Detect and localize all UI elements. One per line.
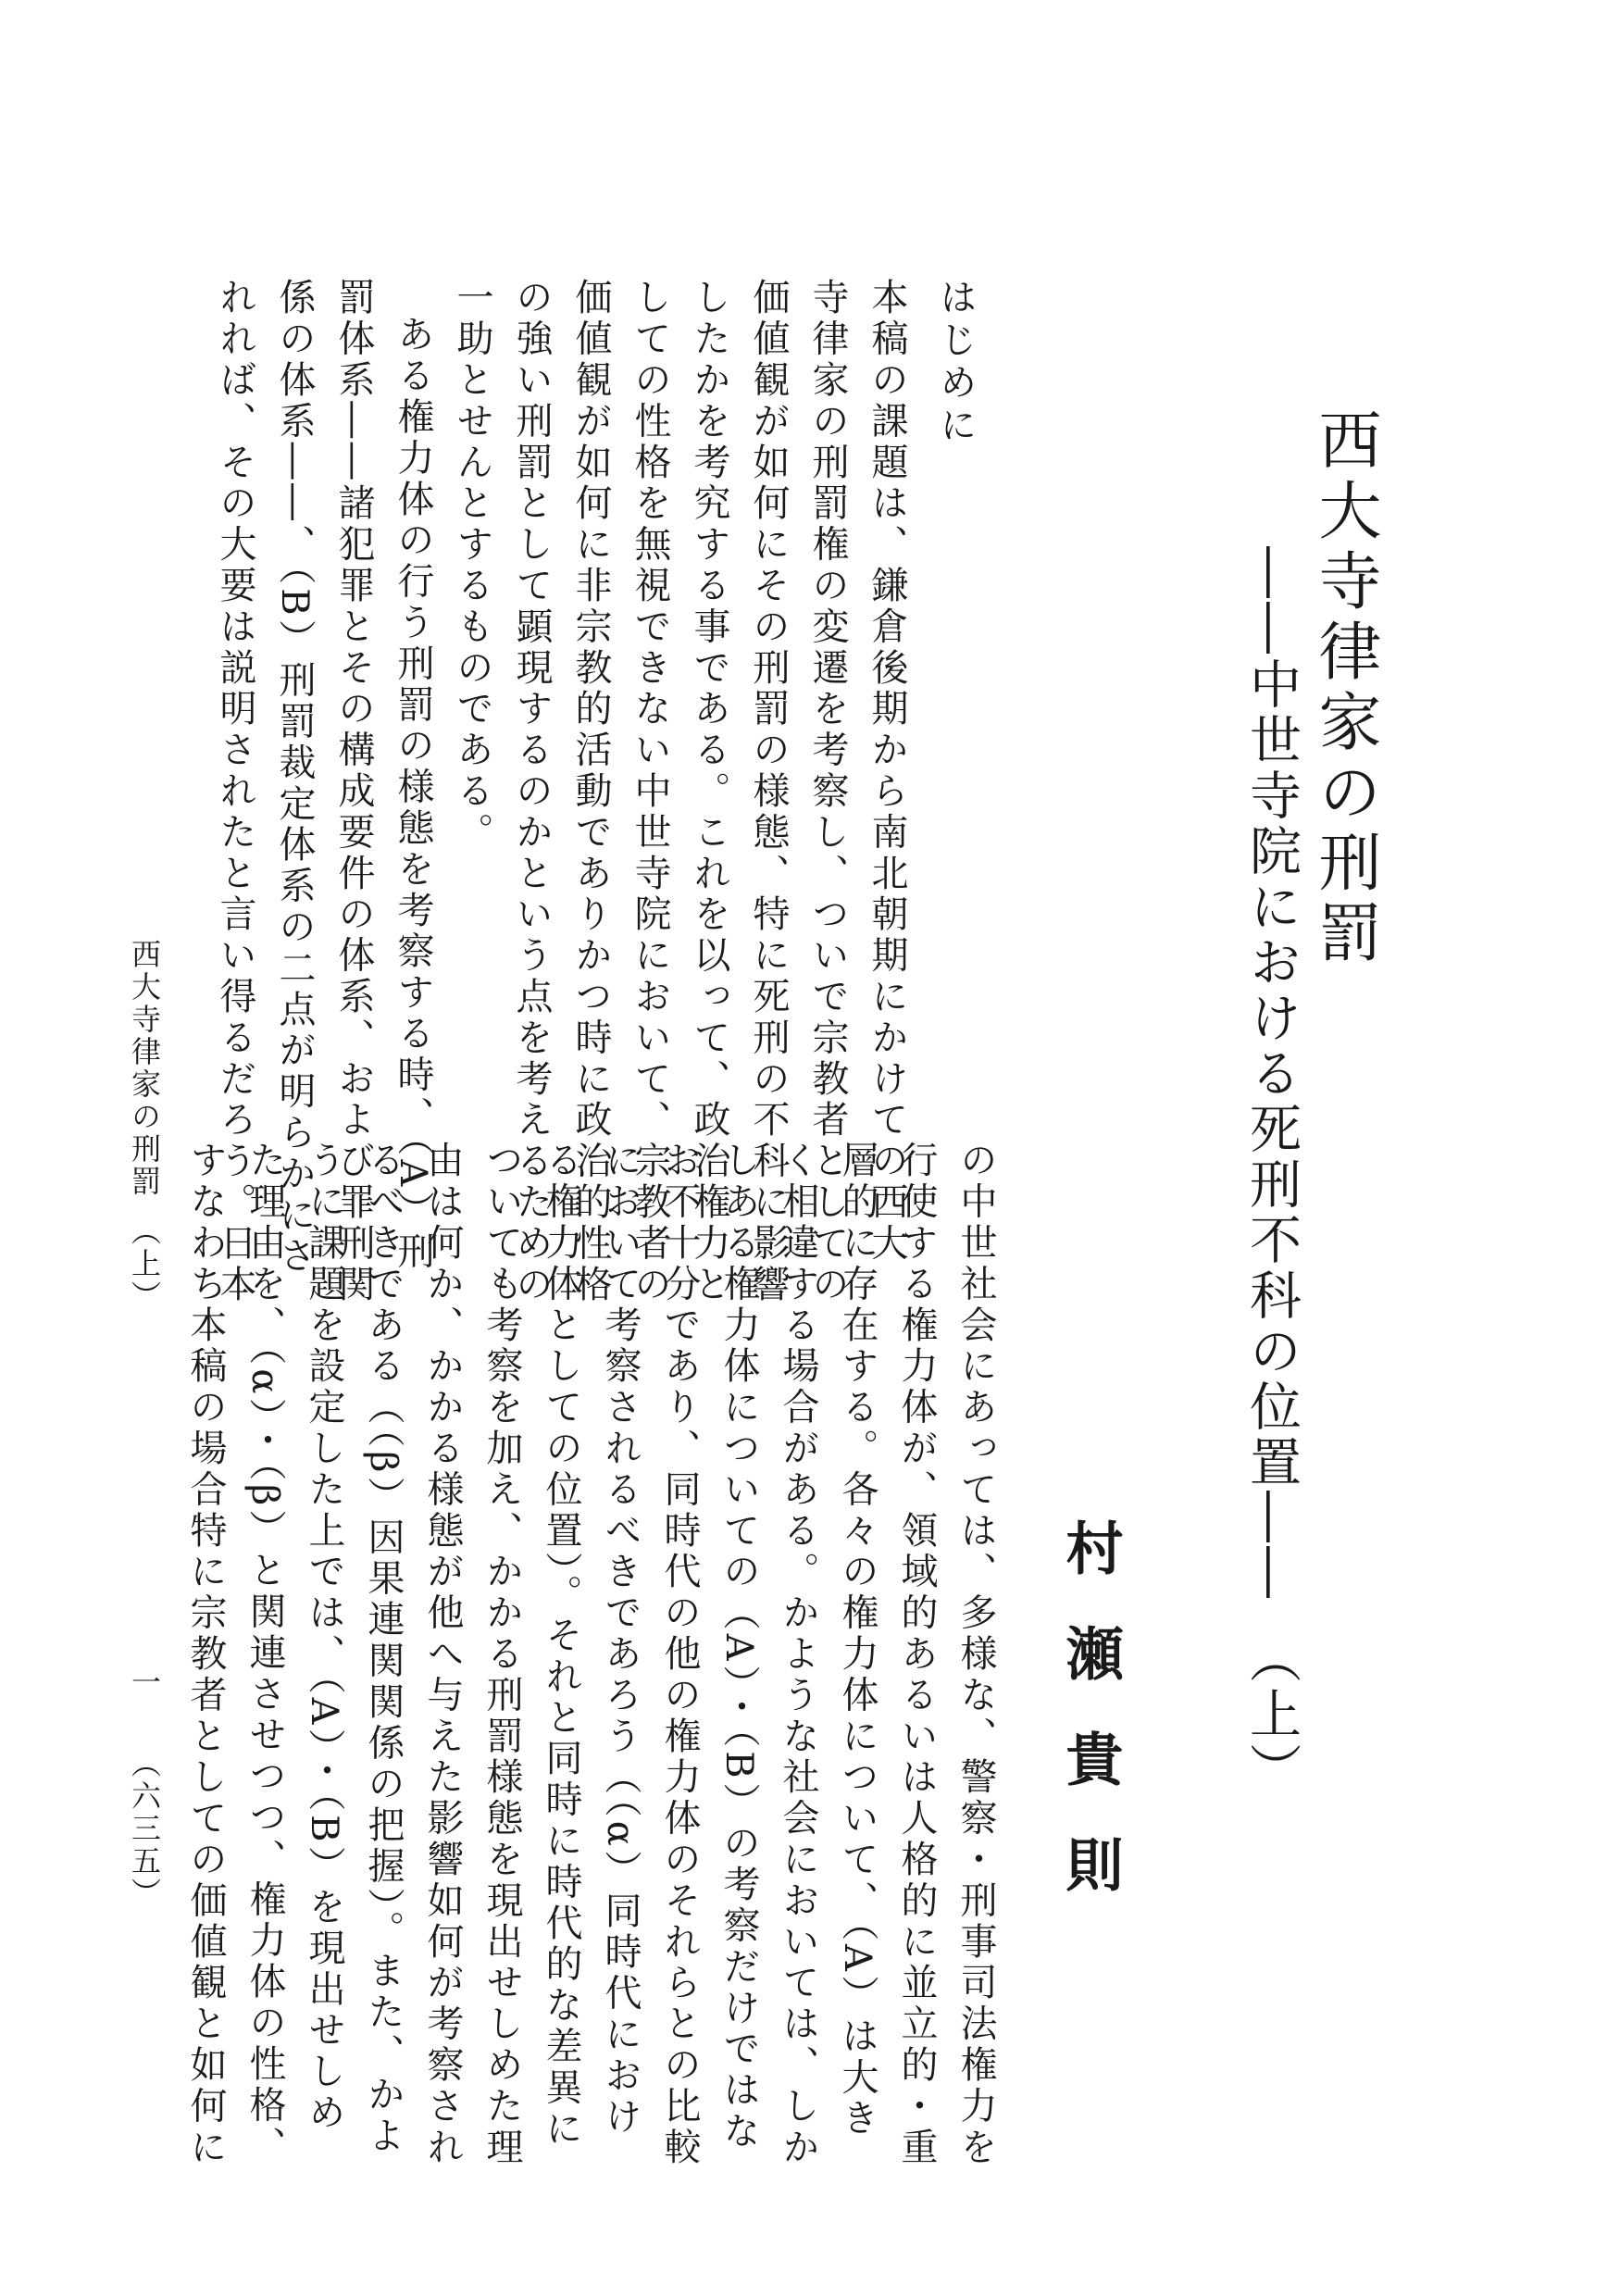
text-column: 行使する権力体が、領域的あるいは人格的に並立的・重 — [895, 1141, 938, 2168]
text-column: 価値観が如何に非宗教的活動でありかつ時に政治的性格 — [569, 278, 612, 1305]
text-column: すなわち本稿の場合特に宗教者としての価値観と如何に — [184, 1141, 227, 2168]
page-number-kanji: 一 — [127, 1666, 162, 1699]
text-column: 罰体系――諸犯罪とその構成要件の体系、および罪刑関 — [332, 278, 375, 1305]
text-column: しある権力体についての（A）・（B）の考察だけではな — [717, 1141, 760, 2152]
text-column: の中世社会にあっては、多様な、警察・刑事司法権力を — [954, 1141, 997, 2168]
author-name: 村瀬貴則 — [1056, 1518, 1124, 1940]
text-column: において考察されるべきであろう（（α）同時代におけ — [599, 1141, 642, 2139]
page-number — [127, 1666, 162, 1911]
text-column: ある権力体の行う刑罰の様態を考察する時、（A）刑 — [392, 315, 434, 1273]
article-title: 西大寺律家の刑罰 — [1308, 407, 1381, 970]
text-column: 本稿の課題は、鎌倉後期から南北朝期にかけての西大 — [866, 278, 908, 1265]
text-column: 由は何か、かかる様態が他へ与えた影響如何が考察され — [421, 1141, 464, 2168]
text-column: お不十分であり、同時代の他の権力体のそれらとの比較 — [658, 1141, 701, 2168]
text-column: 寺律家の刑罰権の変遷を考察し、ついで宗教者としての — [806, 278, 849, 1305]
text-column: 係の体系――、（B）刑罰裁定体系の二点が明らかにさ — [273, 278, 316, 1278]
article-subtitle: ――中世寺院における死刑不科の位置―― （上） — [1241, 546, 1302, 1798]
text-column: したかを考究する事である。これを以って、政治権力と — [688, 278, 730, 1305]
text-column: 価値観が如何にその刑罰の様態、特に死刑の不科に影響 — [747, 278, 790, 1305]
text-column: れれば、その大要は説明されたと言い得るだろう。日本 — [214, 278, 256, 1305]
text-column: の強い刑罰として顕現するのかという点を考えるための — [510, 278, 553, 1305]
page-number-parenthetical: （六三五） — [127, 1748, 162, 1911]
running-title: 西大寺律家の刑罰 （上） — [127, 939, 162, 1313]
text-column: しての性格を無視できない中世寺院において、宗教者の — [629, 278, 671, 1305]
text-column: るべきである（（β）因果連関関係の把握）。また、かよ — [362, 1141, 405, 2157]
text-column: 一助とせんとするものである。 — [451, 278, 493, 854]
text-column: く相違する場合がある。かような社会においては、しか — [777, 1141, 819, 2168]
text-column: た理由を、（α）・（β）と関連させつつ、権力体の性格、 — [243, 1141, 286, 2167]
text-column: うに課題を設定した上では、（A）・（B）を現出せしめ — [303, 1141, 345, 2134]
section-heading: はじめに — [934, 278, 977, 448]
text-column: る権力体としての位置）。それと同時に時代的な差異に — [540, 1141, 582, 2150]
text-column: 層的に存在する。各々の権力体について、（A）は大き — [836, 1141, 879, 2140]
text-column: ついても考察を加え、かかる刑罰様態を現出せしめた理 — [480, 1141, 523, 2168]
